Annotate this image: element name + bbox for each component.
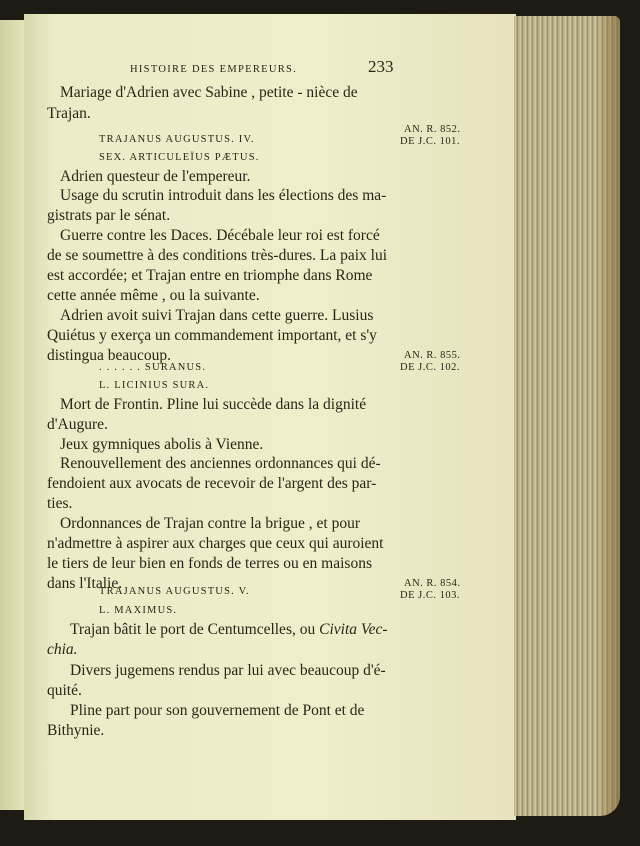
text-line	[47, 682, 82, 700]
text-line	[47, 535, 383, 553]
line-text: L. LICINIUS SURA.	[99, 380, 210, 391]
text-line	[60, 227, 380, 245]
year-note-line2: DE J.C. 101.	[400, 136, 460, 147]
year-note-line1: AN. R. 855.	[404, 350, 461, 361]
line-text: Mariage d'Adrien avec Sabine , petite - nièce de	[60, 84, 358, 101]
line-text: d'Augure.	[47, 416, 108, 433]
line-text: SEX. ARTICULEÏUS PÆTUS.	[99, 152, 260, 163]
line-text: Adrien questeur de l'empereur.	[60, 168, 251, 185]
text-line	[47, 287, 260, 305]
line-text: Pline part pour son gouvernement de Pont et de	[70, 702, 365, 719]
text-line	[60, 168, 250, 186]
text-line	[47, 495, 72, 513]
line-text: quité.	[47, 682, 82, 699]
line-text: Quiétus y exerça un commandement important, et s'y	[47, 327, 377, 344]
text-line	[47, 267, 372, 285]
facing-page-edge	[0, 20, 25, 810]
text-line	[60, 455, 381, 473]
line-text: Trajan bâtit le port de Centumcelles, ou	[70, 621, 320, 638]
text-line	[60, 515, 360, 533]
text-line	[60, 187, 386, 205]
line-text: Renouvellement des anciennes ordonnances qui dé-	[60, 455, 381, 472]
line-text: TRAJANUS AUGUSTUS. V.	[99, 586, 250, 597]
consul-name	[99, 149, 260, 167]
italic-text: chia.	[47, 641, 78, 658]
line-text: Jeux gymniques abolis à Vienne.	[60, 436, 264, 453]
line-text: le tiers de leur bien en fonds de terres ou en maisons	[47, 555, 372, 572]
text-line	[47, 416, 108, 434]
page-edges	[514, 16, 620, 816]
text-line	[70, 702, 364, 720]
year-note-line2: DE J.C. 103.	[400, 590, 460, 601]
text-line	[47, 327, 377, 345]
text-line	[70, 662, 386, 680]
line-text: Trajan.	[47, 105, 91, 122]
line-text: ties.	[47, 495, 73, 512]
text-line	[60, 84, 358, 102]
year-note	[400, 124, 461, 148]
line-text: distingua beaucoup.	[47, 347, 171, 364]
text-line	[70, 621, 388, 639]
line-text: Ordonnances de Trajan contre la brigue , et pour	[60, 515, 361, 532]
text-line	[47, 475, 376, 493]
year-note-line1: AN. R. 854.	[404, 578, 461, 589]
page-number: 233	[368, 57, 394, 76]
line-text: cette année même , ou la suivante.	[47, 287, 260, 304]
line-text: n'admettre à aspirer aux charges que ceux qui auroient	[47, 535, 384, 552]
consul-name	[99, 583, 250, 601]
line-text: dans l'Italie.	[47, 575, 123, 592]
year-note-line2: DE J.C. 102.	[400, 362, 460, 373]
text-line	[47, 207, 170, 225]
year-note	[400, 350, 461, 374]
year-note-line1: AN. R. 852.	[404, 124, 461, 135]
line-text: Usage du scrutin introduit dans les élections des ma-	[60, 187, 387, 204]
text-line	[47, 641, 78, 659]
consul-name	[99, 377, 209, 395]
text-line	[47, 105, 91, 123]
line-text: est accordée; et Trajan entre en triomphe dans Rome	[47, 267, 373, 284]
line-text: Divers jugemens rendus par lui avec beaucoup d'é-	[70, 662, 386, 679]
line-text: . . . . . . SURANUS.	[99, 362, 207, 373]
text-line	[47, 722, 104, 740]
line-text: TRAJANUS AUGUSTUS. IV.	[99, 134, 255, 145]
line-text: gistrats par le sénat.	[47, 207, 171, 224]
line-text: Mort de Frontin. Pline lui succède dans la dignité	[60, 396, 367, 413]
text-line	[47, 247, 387, 265]
italic-text: Civita Vec-	[319, 621, 388, 638]
year-note	[400, 578, 461, 602]
line-text: de se soumettre à des conditions très-dures. La paix lui	[47, 247, 388, 264]
consul-name	[99, 602, 177, 620]
consul-name	[99, 359, 206, 377]
line-text: Bithynie.	[47, 722, 105, 739]
text-line	[60, 436, 263, 454]
line-text: Guerre contre les Daces. Décébale leur roi est forcé	[60, 227, 380, 244]
running-title: HISTOIRE DES EMPEREURS.	[130, 64, 298, 75]
text-line	[60, 307, 373, 325]
text-line	[60, 396, 366, 414]
text-line	[47, 555, 372, 573]
line-text: Adrien avoit suivi Trajan dans cette guerre. Lusius	[60, 307, 374, 324]
line-text: fendoient aux avocats de recevoir de l'argent des par-	[47, 475, 377, 492]
line-text: L. MAXIMUS.	[99, 605, 178, 616]
consul-name	[99, 131, 255, 149]
